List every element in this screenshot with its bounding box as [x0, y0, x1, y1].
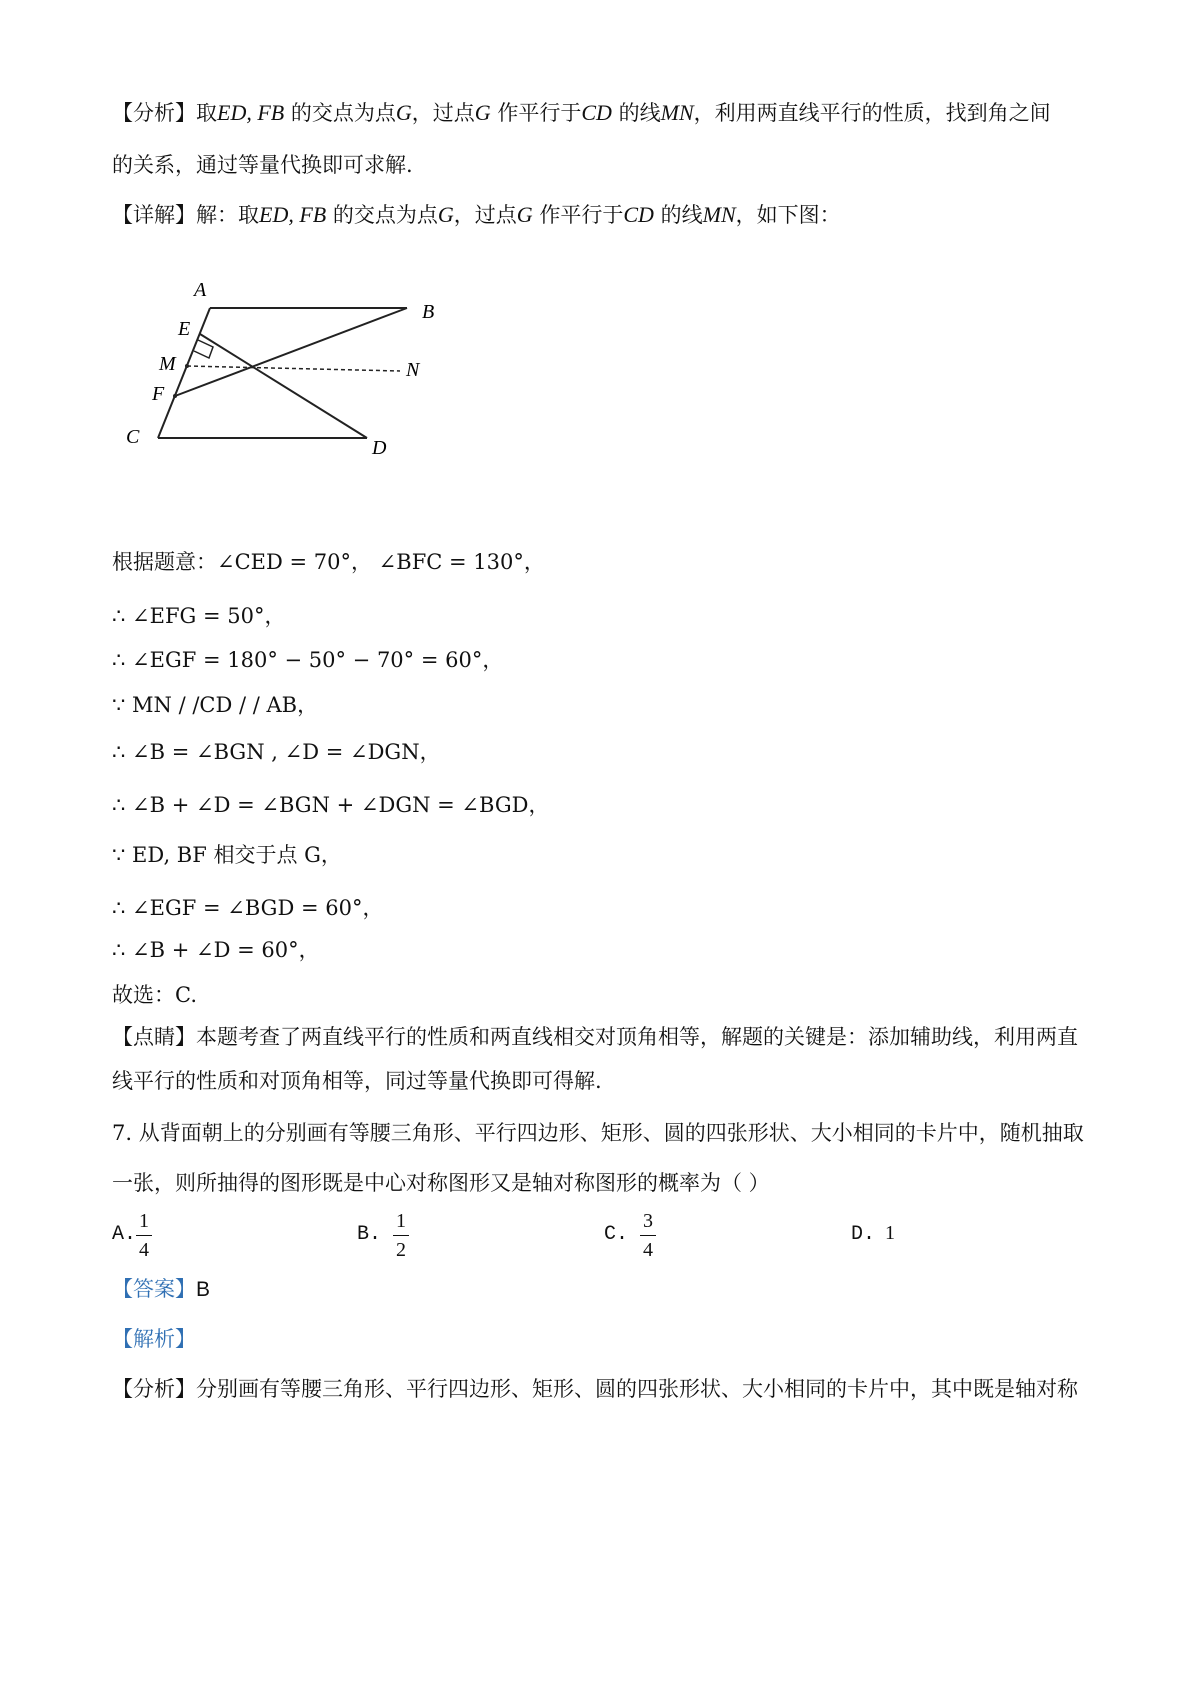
option-c-letter: C.	[604, 1223, 629, 1246]
comment-line-2: 线平行的性质和对顶角相等，同过等量代换即可得解.	[112, 1069, 602, 1093]
step-9: ∴ ∠B + ∠D = 60°，	[112, 938, 320, 962]
step-2: ∴ ∠EFG = 50°，	[112, 604, 286, 628]
answer-value: B	[196, 1278, 211, 1301]
answer-line	[112, 1274, 210, 1305]
jiexi-label: 【解析】	[112, 1327, 196, 1351]
analysis2-line-1: 【分析】分别画有等腰三角形、平行四边形、矩形、圆的四张形状、大小相同的卡片中，其中既是轴对称	[112, 1377, 1078, 1401]
step-7: ∵ ED, BF 相交于点 G，	[112, 843, 342, 867]
label-c: C	[126, 426, 140, 448]
option-b-letter: B.	[357, 1223, 382, 1246]
label-a: A	[194, 279, 207, 301]
detail-line: 【详解】解：取ED, FB 的交点为点G，过点G 作平行于CD 的线MN，如下图：	[112, 202, 841, 227]
step-1: 根据题意：∠CED = 70°， ∠BFC = 130°，	[112, 550, 545, 574]
option-c-fraction: 3 4	[640, 1210, 656, 1261]
label-b: B	[422, 301, 435, 323]
option-d-letter: D.	[851, 1223, 876, 1246]
step-6: ∴ ∠B + ∠D = ∠BGN + ∠DGN = ∠BGD，	[112, 793, 550, 817]
option-d-value: 1	[885, 1222, 895, 1244]
segment-ed	[200, 334, 367, 438]
option-b-fraction: 1 2	[393, 1210, 409, 1261]
step-4: ∵ MN / /CD / / AB，	[112, 693, 319, 717]
analysis-line-1: 【分析】取ED, FB 的交点为点G，过点G 作平行于CD 的线MN，利用两直线平行的性质，找到角之间	[112, 100, 1051, 125]
option-a-letter: A.	[112, 1223, 137, 1246]
geometry-figure	[126, 279, 460, 490]
analysis-line-2: 的关系，通过等量代换即可求解.	[112, 153, 413, 177]
step-8: ∴ ∠EGF = ∠BGD = 60°，	[112, 896, 384, 920]
question-7-line-1: 7. 从背面朝上的分别画有等腰三角形、平行四边形、矩形、圆的四张形状、大小相同的卡片中，随机抽取	[112, 1121, 1084, 1145]
label-m: M	[159, 353, 176, 375]
answer-label: 【答案】	[112, 1277, 196, 1301]
label-f: F	[152, 383, 165, 405]
point-m	[185, 364, 189, 368]
segment-fb	[175, 308, 407, 396]
option-a-fraction: 1 4	[136, 1210, 152, 1261]
label-d: D	[372, 437, 387, 459]
label-n: N	[406, 359, 420, 381]
point-f	[173, 394, 177, 398]
label-e: E	[178, 318, 191, 340]
step-5: ∴ ∠B = ∠BGN , ∠D = ∠DGN，	[112, 740, 441, 764]
step-10: 故选：C.	[112, 983, 197, 1007]
comment-line-1: 【点睛】本题考查了两直线平行的性质和两直线相交对顶角相等，解题的关键是：添加辅助线，利用两直	[112, 1025, 1078, 1049]
segment-mn	[187, 366, 400, 371]
step-3: ∴ ∠EGF = 180° − 50° − 70° = 60°，	[112, 648, 504, 672]
question-7-line-2: 一张，则所抽得的图形既是中心对称图形又是轴对称图形的概率为（ ）	[112, 1171, 770, 1195]
